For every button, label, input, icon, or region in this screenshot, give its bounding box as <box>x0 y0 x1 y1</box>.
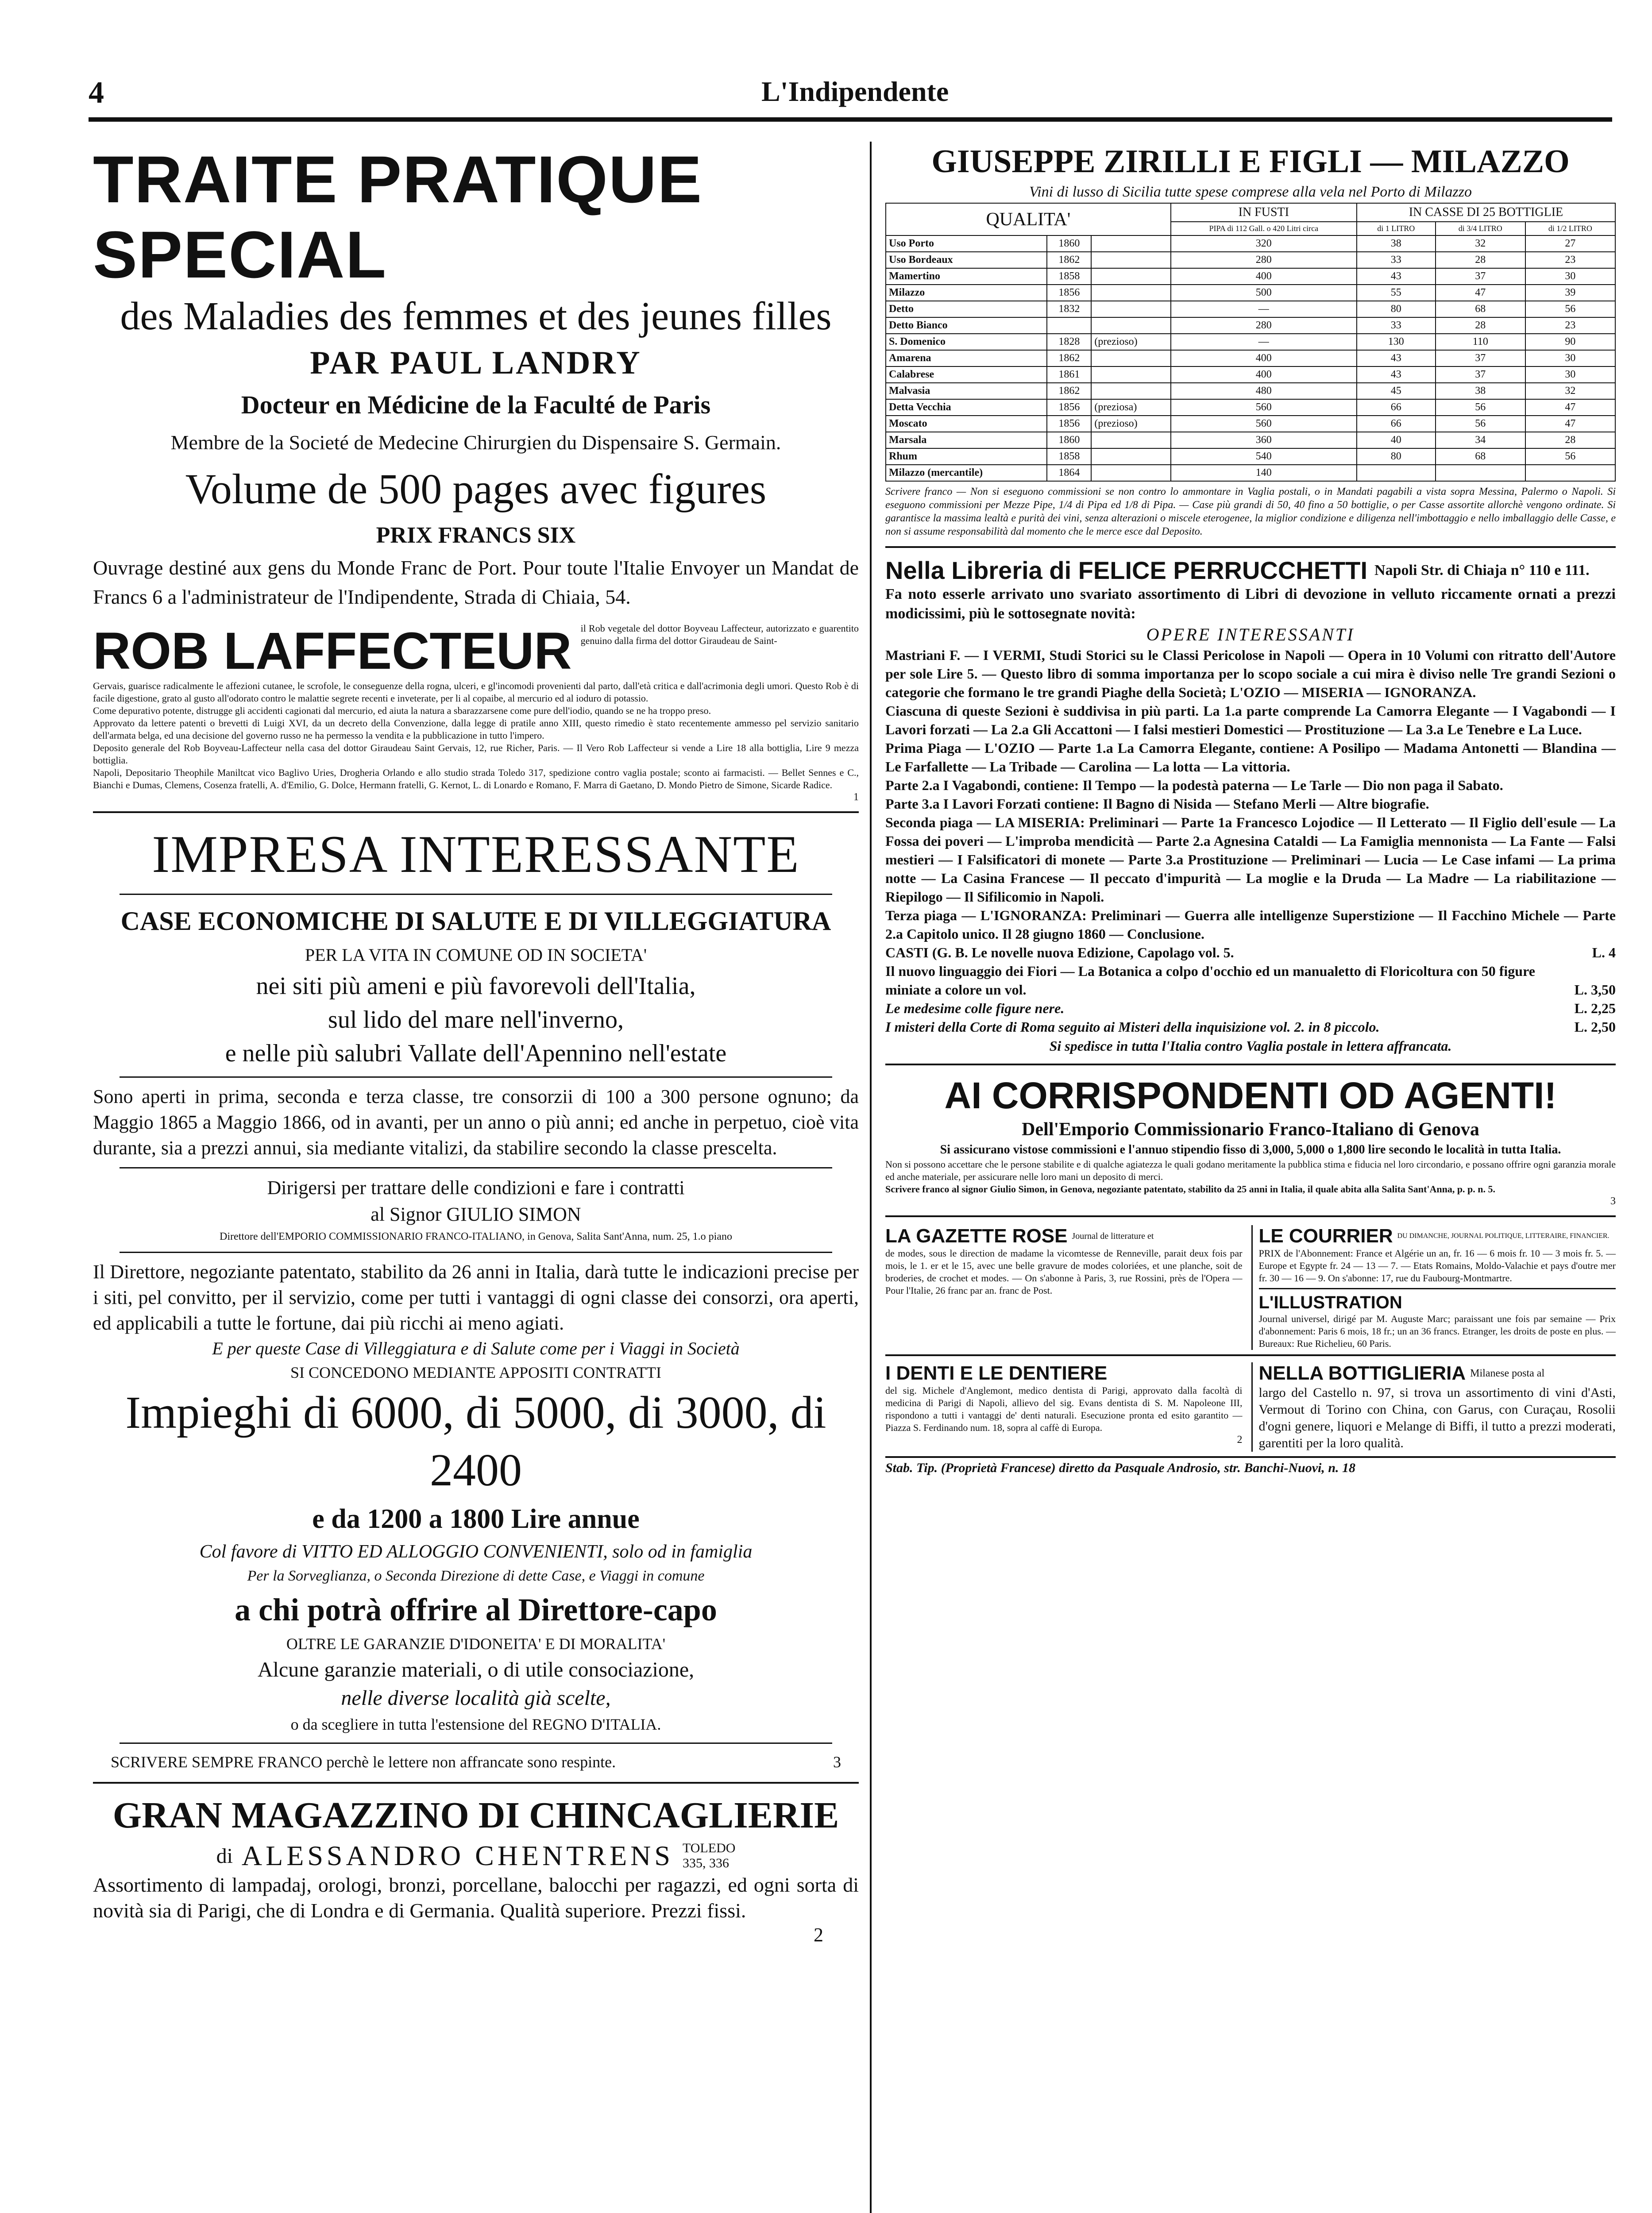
wine-name: Milazzo <box>886 285 1047 301</box>
libreria-item-price: L. 2,50 <box>1574 1019 1616 1035</box>
impresa-lire: e da 1200 a 1800 Lire annue <box>312 1504 640 1534</box>
wine-price-pipa: 400 <box>1171 268 1357 285</box>
impresa-rule <box>120 894 832 895</box>
wine-year: 1862 <box>1047 252 1091 268</box>
gazette-tag: Journal de litterature et <box>1072 1231 1154 1241</box>
courrier-header <box>1259 1225 1616 1247</box>
wine-note <box>1091 350 1170 366</box>
gran-heading: GRAN MAGAZZINO DI CHINCAGLIERIE <box>112 1795 839 1836</box>
libreria-para-3: Prima Piaga — L'OZIO — Parte 1.a La Camorra Elegante, contiene: A Posilipo — Madama Antonetti — Blandina — Le Farfallette — La Tribade — Carolina — La lotta — La vittoria. <box>885 740 1616 775</box>
libreria-item-misteri <box>885 1018 1616 1036</box>
gazette-heading: LA GAZETTE ROSE <box>885 1225 1068 1247</box>
wine-row <box>886 399 1615 416</box>
denti-body: del sig. Michele d'Anglemont, medico dentista di Parigi, approvato dalla facoltà di medicina di Parigi di Napoli, allievo del sig. Evans dentista di S. M. Napoleone III, rispondono a tutti i vantaggi de' denti naturali. Esecuzione pronta ed esito garantito — Piazza S. Ferdinando num. 18, sopra al caffè di Europa. <box>885 1385 1243 1433</box>
wine-price-pipa: 320 <box>1171 235 1357 252</box>
wine-row <box>886 350 1615 366</box>
section-rule <box>93 811 859 813</box>
bottiglieria-body: largo del Castello n. 97, si trova un assortimento di vini d'Asti, Vermout di Torino con China, con Garus, con Curaçau, Rosolii d'ogni genere, liquori e Melange di Biffi, il tutto a prezzi moderati, garentiti per la loro qualità. <box>1258 1385 1616 1450</box>
wine-price-pipa: 480 <box>1171 383 1357 399</box>
wine-price-3-4-litro: 110 <box>1436 334 1525 350</box>
left-column <box>93 142 859 1946</box>
traite-body: Ouvrage destiné aux gens du Monde Franc de Port. Pour toute l'Italie Envoyer un Mandat de Francs 6 a l'administrateur de l'Indipendente, Strada di Chiaia, 54. <box>93 556 859 608</box>
col-qualita: QUALITA' <box>886 203 1171 235</box>
wine-price-3-4-litro: 32 <box>1436 235 1525 252</box>
wine-price-1-litro: 45 <box>1357 383 1436 399</box>
right-column <box>885 142 1616 1476</box>
traite-heading: TRAITE PRATIQUE SPECIAL <box>93 142 703 292</box>
page-header <box>89 75 1612 124</box>
wine-price-1-litro: 33 <box>1357 317 1436 334</box>
wine-row <box>886 252 1615 268</box>
wine-price-1-2-litro: 39 <box>1525 285 1615 301</box>
wine-price-pipa: — <box>1171 334 1357 350</box>
courrier-heading: LE COURRIER <box>1258 1225 1393 1247</box>
impresa-sorveglianza: Per la Sorveglianza, o Seconda Direzione di dette Case, e Viaggi in comune <box>247 1568 705 1584</box>
courrier-body: PRIX de l'Abonnement: France et Algérie un an, fr. 16 — 6 mois fr. 10 — 3 mois fr. 5. — Europe et Egypte fr. 24 — 13 — 7. — Etats Romains, Moldo-Valachie et pays d'outre mer fr. 30 — 16 — 9. On s'abonne: 17, rue du Faubourg-Montmartre. <box>1258 1248 1616 1284</box>
col-1-2-litro: di 1/2 LITRO <box>1525 222 1615 235</box>
impresa-direttore: Direttore dell'EMPORIO COMMISSIONARIO FRANCO-ITALIANO, in Genova, Salita Sant'Anna, num. 25, 1.o piano <box>220 1231 732 1242</box>
wine-year <box>1047 317 1091 334</box>
wine-note <box>1091 285 1170 301</box>
gran-address <box>683 1841 735 1871</box>
page-number: 4 <box>89 76 104 110</box>
libreria-item-title: Le medesime colle figure nere. <box>885 1000 1065 1016</box>
wine-price-1-2-litro: 30 <box>1525 268 1615 285</box>
wine-name: Malvasia <box>886 383 1047 399</box>
impresa-nelle: nelle diverse località già scelte, <box>341 1686 611 1710</box>
wine-row <box>886 448 1615 465</box>
wine-price-1-litro: 66 <box>1357 416 1436 432</box>
wine-note <box>1091 448 1170 465</box>
illustration-body: Journal universel, dirigé par M. Auguste Marc; paraissant une fois par semaine — Prix d'abonnement: Paris 6 mois, 18 fr.; un an 36 francs. Etranger, les droits de poste en plus. — Bureaux: Rue Richelieu, 60 Paris. <box>1258 1313 1616 1349</box>
wine-note: (prezioso) <box>1091 416 1170 432</box>
wine-price-pipa: 360 <box>1171 432 1357 448</box>
gran-body: Assortimento di lampadaj, orologi, bronzi, porcellane, balocchi per ragazzi, ed ogni sorta di novità sia di Parigi, che di Londra e di Germania. Qualità superiore. Prezzi fissi. <box>93 1874 859 1922</box>
wine-row <box>886 317 1615 334</box>
impresa-rule <box>120 1167 832 1168</box>
rob-heading: ROB LAFFECTEUR <box>93 622 572 680</box>
wine-price-1-2-litro: 23 <box>1525 317 1615 334</box>
wine-year: 1860 <box>1047 235 1091 252</box>
rob-ref: 1 <box>853 791 859 803</box>
gran-ref: 2 <box>814 1924 823 1946</box>
wine-note <box>1091 465 1170 481</box>
wine-price-3-4-litro: 28 <box>1436 317 1525 334</box>
impresa-subheading: CASE ECONOMICHE DI SALUTE E DI VILLEGGIATURA <box>120 906 831 936</box>
libreria-heading: Nella Libreria di FELICE PERRUCCHETTI <box>885 556 1368 584</box>
wine-price-1-litro: 80 <box>1357 301 1436 317</box>
small-ads-row-2 <box>885 1354 1616 1452</box>
rob-body-1: Gervais, guarisce radicalmente le affezioni cutanee, le scrofole, le conseguenze della rogna, ulceri, e gl'incomodi provenienti dal parto, dall'età critica e dall'acrimonia degli umori. Questo Rob è di facile digestione, grato al gusto all'odorato contro le malattie segrete recenti e inveterate, per li al copaibe, al mercurio ed al ioduro di potassio. <box>93 680 859 704</box>
impresa-line-4: e nelle più salubri Vallate dell'Apennino nell'estate <box>225 1040 727 1067</box>
wine-price-3-4-litro: 68 <box>1436 448 1525 465</box>
impresa-alcune: Alcune garanzie materiali, o di utile consociazione, <box>257 1658 695 1681</box>
libreria-item-price: L. 2,25 <box>1574 1000 1616 1016</box>
gazette-header <box>885 1225 1243 1247</box>
gazette-ad <box>885 1225 1243 1350</box>
wine-note: (prezioso) <box>1091 334 1170 350</box>
wine-price-1-litro: 43 <box>1357 366 1436 383</box>
impresa-footer <box>93 1750 859 1774</box>
impresa-rule <box>120 1743 832 1744</box>
wine-price-3-4-litro: 28 <box>1436 252 1525 268</box>
wine-price-1-2-litro <box>1525 465 1615 481</box>
wine-name: Detta Vecchia <box>886 399 1047 416</box>
zirilli-ad <box>885 142 1616 538</box>
rob-body-4: Deposito generale del Rob Boyveau-Laffecteur nella casa del dottor Giraudeau Saint Gervais, 12, rue Richer, Paris. — Il Vero Rob Laffecteur si vende a Lire 18 alla bottiglia, Lire 9 mezza bottiglia. <box>93 742 859 766</box>
wine-name: Uso Porto <box>886 235 1047 252</box>
wine-name: S. Domenico <box>886 334 1047 350</box>
zirilli-subheading: Vini di lusso di Sicilia tutte spese comprese alla vela nel Porto di Milazzo <box>1029 184 1472 200</box>
footer-imprint: Stab. Tip. (Proprietà Francese) diretto da Pasquale Androsio, str. Banchi-Nuovi, n. 18 <box>885 1456 1616 1476</box>
libreria-para-5: Parte 3.a I Lavori Forzati contiene: Il Bagno di Nisida — Stefano Merli — Altre biografie. <box>885 796 1429 812</box>
small-ads-row-1 <box>885 1225 1616 1350</box>
libreria-item-casti <box>885 943 1616 962</box>
rob-body-2: Come depurativo potente, distrugge gli accidenti cagionati dal mercurio, ed aiuta la natura a sbarazzarsene come pure dell'iodio, quando se ne ha troppo preso. <box>93 705 711 716</box>
libreria-item-price: L. 3,50 <box>1574 982 1616 998</box>
impresa-favore: Col favore di VITTO ED ALLOGGIO CONVENIENTI, solo od in famiglia <box>199 1542 753 1562</box>
wine-price-1-2-litro: 56 <box>1525 448 1615 465</box>
wine-year: 1856 <box>1047 399 1091 416</box>
wine-price-table <box>885 203 1616 482</box>
impresa-para-1: Sono aperti in prima, seconda e terza classe, tre consorzii di 100 a 300 persone ognuno; da Maggio 1865 a Maggio 1866, od in avanti, per un anno o più anni; ed anche in perpetuo, cioè vita durante, sia a prezzi annui, sia mediante vitalizi, da stabilire secondo la classe prescelta. <box>93 1086 859 1159</box>
wine-price-3-4-litro: 47 <box>1436 285 1525 301</box>
libreria-para-1: Mastriani F. — I VERMI, Studi Storici su le Classi Pericolose in Napoli — Opera in 10 Volumi con ritratto dell'Autore per sole Lire 5. — Questo libro di somma importanza per lo scopo sociale a cui mira è diviso nelle Tre grandi Sezioni o categorie che formano le tre grandi Piaghe della Società; L'OZIO — MISERIA — IGNORANZA. <box>885 647 1616 700</box>
wine-price-3-4-litro: 37 <box>1436 366 1525 383</box>
courrier-tag: DU DIMANCHE, JOURNAL POLITIQUE, LITTERAIRE, FINANCIER. <box>1397 1232 1610 1240</box>
illustration-heading: L'ILLUSTRATION <box>1258 1293 1402 1312</box>
wine-price-1-2-litro: 56 <box>1525 301 1615 317</box>
corrispondenti-ref: 3 <box>1610 1195 1616 1207</box>
wine-name: Moscato <box>886 416 1047 432</box>
impresa-signor: al Signor GIULIO SIMON <box>371 1203 581 1225</box>
wine-price-3-4-litro <box>1436 465 1525 481</box>
bottiglieria-heading: NELLA BOTTIGLIERIA <box>1258 1362 1466 1384</box>
gran-addr-1: TOLEDO <box>682 1841 736 1855</box>
impresa-ad <box>93 821 859 1774</box>
wine-name: Detto Bianco <box>886 317 1047 334</box>
libreria-item-fiori <box>885 962 1616 999</box>
zirilli-heading: GIUSEPPE ZIRILLI E FIGLI — MILAZZO <box>931 143 1570 180</box>
impresa-heading: IMPRESA INTERESSANTE <box>152 825 800 883</box>
wine-price-1-2-litro: 23 <box>1525 252 1615 268</box>
gran-name: ALESSANDRO CHENTRENS <box>241 1840 674 1871</box>
impresa-para-4: SI CONCEDONO MEDIANTE APPOSITI CONTRATTI <box>290 1364 661 1381</box>
libreria-header <box>885 556 1616 585</box>
wine-row <box>886 383 1615 399</box>
gran-magazzino-ad <box>93 1792 859 1946</box>
libreria-para-6: Seconda piaga — LA MISERIA: Preliminari — Parte 1a Francesco Lojodice — Il Letterato — Il Figlio dell'esule — La Fossa dei poveri — L'improba mendicità — Parte 2.a Agnesina Cataldi — La Famiglia mennonista — La Fante — Falsi mestieri — I Falsificatori di monete — Parte 3.a Prostituzione — Preliminari — Lucia — Le Case infami — La prima notte — La Casina Francese — Il peccato d'impurità — La moglie e la Druda — La Madre — La riabilitazione — Riepilogo — Il Sifilicomio in Napoli. <box>885 814 1616 905</box>
wine-price-1-litro: 43 <box>1357 350 1436 366</box>
wine-price-1-litro: 130 <box>1357 334 1436 350</box>
header-rule <box>89 117 1612 122</box>
wine-price-pipa: 400 <box>1171 366 1357 383</box>
impresa-rule <box>120 1076 832 1078</box>
wine-year: 1862 <box>1047 383 1091 399</box>
wine-note <box>1091 383 1170 399</box>
wine-row <box>886 416 1615 432</box>
col-casse: IN CASSE DI 25 BOTTIGLIE <box>1357 203 1615 222</box>
libreria-item-title: CASTI (G. B. Le novelle nuova Edizione, Capolago vol. 5. <box>885 945 1234 960</box>
wine-price-1-litro: 40 <box>1357 432 1436 448</box>
wine-row <box>886 268 1615 285</box>
wine-price-1-litro <box>1357 465 1436 481</box>
zirilli-note: Scrivere franco — Non si eseguono commissioni se non contro lo ammontare in Vaglia postali, o in Mandati pagabili a vista sopra Messina, Palermo o Napoli. Si eseguono commissioni per Mezze Pipe, 1/4 di Pipa ed 1/8 di Pipa. — Case più grandi di 50, 40 fino a 50 bottiglie, o per Casse assortite allorchè vengono ordinate. Si garantisce la massima lealtà e purità dei vini, senza alterazioni o miscele eterogenee, la miglior condizione e diligenza nell'imbottaggio e nello imballaggio delle Casse, e non si assume responsabilità dal momento che le merce esce dal Deposito. <box>885 486 1616 537</box>
wine-price-1-2-litro: 28 <box>1525 432 1615 448</box>
rob-body-3: Approvato da lettere patenti o brevetti di Luigi XVI, da un decreto della Convenzione, dalla legge di pratile anno XIII, questo rimedio è stato recentemente ammesso pel servizio sanitario dell'armata belga, ed una decisione del governo russo ne ha permesso la vendita e la pubblicazione in tutto l'impero. <box>93 717 859 741</box>
wine-row <box>886 366 1615 383</box>
rob-intro: il Rob vegetale del dottor Boyveau Laffecteur, autorizzato e guarentito genuino dalla firma del dottor Giraudeau de Saint- <box>580 623 859 646</box>
wine-year: 1860 <box>1047 432 1091 448</box>
wine-price-pipa: 280 <box>1171 317 1357 334</box>
wine-price-pipa: 140 <box>1171 465 1357 481</box>
wine-price-1-2-litro: 32 <box>1525 383 1615 399</box>
wine-year: 1828 <box>1047 334 1091 350</box>
col-fusti: IN FUSTI <box>1171 203 1357 222</box>
wine-note <box>1091 235 1170 252</box>
wine-price-pipa: 400 <box>1171 350 1357 366</box>
denti-ad <box>885 1362 1243 1452</box>
traite-ad <box>93 142 859 612</box>
libreria-ad <box>885 556 1616 1056</box>
wine-price-1-2-litro: 47 <box>1525 399 1615 416</box>
gazette-body: de modes, sous le direction de madame la vicomtesse de Renneville, parait deux fois par mois, le 1. er et le 15, avec une belle gravure de modes coloriées, et une planche, soit de broderies, de crochet et modes. — On s'abonne à Paris, 3, rue Rossini, près de l'Opera — Pour l'Italie, 26 franc par an. franc de Post. <box>885 1248 1243 1296</box>
impresa-scrivere: SCRIVERE SEMPRE FRANCO perchè le lettere non affrancate sono respinte. <box>111 1753 616 1771</box>
wine-price-3-4-litro: 34 <box>1436 432 1525 448</box>
libreria-para-2: Ciascuna di queste Sezioni è suddivisa in più parti. La 1.a parte comprende La Camorra Elegante — I Vagabondi — I Lavori forzati — La 2.a Gli Accattoni — I falsi mestieri Domestici — Prostituzione — La 3.a Le Tenebre e La Luce. <box>885 703 1616 737</box>
wine-price-pipa: 560 <box>1171 399 1357 416</box>
wine-note <box>1091 366 1170 383</box>
section-rule <box>885 1215 1616 1217</box>
bottiglieria-ad <box>1251 1362 1616 1452</box>
wine-name: Milazzo (mercantile) <box>886 465 1047 481</box>
traite-author: PAR PAUL LANDRY <box>310 345 642 381</box>
col-pipa: PIPA di 112 Gall. o 420 Litri circa <box>1171 222 1357 235</box>
wine-price-3-4-litro: 37 <box>1436 268 1525 285</box>
wine-row <box>886 432 1615 448</box>
corrispondenti-ad <box>885 1073 1616 1207</box>
libreria-item-figure-nere <box>885 999 1616 1018</box>
gran-name-row <box>93 1839 859 1872</box>
wine-row <box>886 235 1615 252</box>
wine-row <box>886 285 1615 301</box>
wine-name: Rhum <box>886 448 1047 465</box>
wine-year: 1864 <box>1047 465 1091 481</box>
gran-di: di <box>216 1844 233 1868</box>
wine-price-pipa: — <box>1171 301 1357 317</box>
wine-note <box>1091 252 1170 268</box>
libreria-para-4: Parte 2.a I Vagabondi, contiene: Il Tempo — la podestà paterna — Le Tarle — Dio non paga il Sabato. <box>885 777 1503 793</box>
section-rule <box>885 1064 1616 1065</box>
impresa-dirigersi: Dirigersi per trattare delle condizioni e fare i contratti <box>267 1177 685 1199</box>
libreria-para-12: Si spedisce in tutta l'Italia contro Vaglia postale in lettera affrancata. <box>1049 1038 1452 1054</box>
wine-price-3-4-litro: 56 <box>1436 416 1525 432</box>
wine-year: 1858 <box>1047 268 1091 285</box>
impresa-line-2: nei siti più ameni e più favorevoli dell'Italia, <box>256 972 696 1000</box>
wine-price-1-litro: 33 <box>1357 252 1436 268</box>
rob-body-5: Napoli, Depositario Theophile Maniltcat vico Baglivo Uries, Drogheria Orlando e allo studio strada Toledo 317, spedizione contro vaglia postale; sconto ai farmacisti. — Bellet Sennes e C., Bianchi e Dumas, Clemens, Cosenza fratelli, A. d'Emilio, G. Dolce, Hermann fratelli, G. Kernot, L. di Lonardo e Romano, F. Marra di Gaetano, D. Mondo Pietro de Simone, Sicarde Radice. <box>93 767 859 790</box>
wine-name: Amarena <box>886 350 1047 366</box>
wine-price-1-2-litro: 90 <box>1525 334 1615 350</box>
traite-volume: Volume de 500 pages avec figures <box>185 465 767 513</box>
wine-name: Detto <box>886 301 1047 317</box>
wine-row <box>886 334 1615 350</box>
libreria-item-title: I misteri della Corte di Roma seguito ai Misteri della inquisizione vol. 2. in 8 piccolo. <box>885 1019 1380 1035</box>
impresa-ref: 3 <box>833 1753 841 1771</box>
impresa-scegliere: o da scegliere in tutta l'estensione del REGNO D'ITALIA. <box>290 1716 661 1733</box>
wine-price-1-litro: 38 <box>1357 235 1436 252</box>
impresa-line-3: sul lido del mare nell'inverno, <box>328 1006 624 1033</box>
wine-row <box>886 465 1615 481</box>
wine-name: Mamertino <box>886 268 1047 285</box>
col-1-litro: di 1 LITRO <box>1357 222 1436 235</box>
wine-note <box>1091 301 1170 317</box>
traite-credential-2: Membre de la Societé de Medecine Chirurgien du Dispensaire S. Germain. <box>170 431 781 454</box>
rob-header <box>93 622 859 680</box>
wine-year: 1856 <box>1047 285 1091 301</box>
wine-year: 1858 <box>1047 448 1091 465</box>
column-divider <box>870 142 872 2213</box>
illustration-ad <box>1259 1288 1616 1350</box>
wine-note <box>1091 268 1170 285</box>
impresa-para-2: Il Direttore, negoziante patentato, stabilito da 26 anni in Italia, darà tutte le indicazioni precise per i siti, pel convitto, per il servizio, come per tutti i vantaggi di ogni classe dei consorzi, ora aperti, ed applicabili a tutte le fortune, dai più ricchi ai meno agiati. <box>93 1261 859 1334</box>
bottiglieria-header <box>1259 1362 1616 1384</box>
wine-price-3-4-litro: 38 <box>1436 383 1525 399</box>
corrispondenti-body: Non si possono accettare che le persone stabilite e di qualche agiatezza le quali godano meritamente la pubblica stima e fiducia nel loro circondario, e possano offrire ogni garanzia morale ed anche materiale, per assicurare nelle loro mani un deposito di merci. <box>885 1159 1616 1182</box>
wine-note: (preziosa) <box>1091 399 1170 416</box>
col-3-4-litro: di 3/4 LITRO <box>1436 222 1525 235</box>
libreria-opere: OPERE INTERESSANTI <box>1146 625 1355 644</box>
traite-price: PRIX FRANCS SIX <box>376 523 576 548</box>
wine-year: 1856 <box>1047 416 1091 432</box>
wine-year: 1861 <box>1047 366 1091 383</box>
impresa-para-3: E per queste Case di Villeggiatura e di Salute come per i Viaggi in Società <box>212 1338 740 1358</box>
wine-price-1-litro: 80 <box>1357 448 1436 465</box>
wine-price-pipa: 280 <box>1171 252 1357 268</box>
wine-price-1-2-litro: 30 <box>1525 366 1615 383</box>
wine-price-1-2-litro: 27 <box>1525 235 1615 252</box>
corrispondenti-subheading: Dell'Emporio Commissionario Franco-Italiano di Genova <box>1022 1119 1479 1140</box>
wine-note <box>1091 432 1170 448</box>
wine-price-pipa: 560 <box>1171 416 1357 432</box>
libreria-para-7: Terza piaga — L'IGNORANZA: Preliminari — Guerra alle intelligenze Superstizione — Il Facchino Michele — Parte 2.a Capitolo unico. Il 28 giugno 1860 — Conclusione. <box>885 907 1616 942</box>
wine-price-1-2-litro: 47 <box>1525 416 1615 432</box>
wine-price-1-litro: 43 <box>1357 268 1436 285</box>
libreria-address: Napoli Str. di Chiaja n° 110 e 111. <box>1374 562 1590 578</box>
wine-name: Uso Bordeaux <box>886 252 1047 268</box>
wine-row <box>886 301 1615 317</box>
section-rule <box>885 546 1616 548</box>
libreria-intro: Fa noto esserle arrivato uno svariato assortimento di Libri di devozione in velluto riccamente ornati a prezzi modicissimi, più le sottosegnate novità: <box>885 586 1616 622</box>
wine-price-1-2-litro: 30 <box>1525 350 1615 366</box>
wine-note <box>1091 317 1170 334</box>
wine-price-pipa: 540 <box>1171 448 1357 465</box>
wine-price-3-4-litro: 37 <box>1436 350 1525 366</box>
libreria-item-price: L. 4 <box>1592 945 1616 960</box>
wine-table-body <box>886 235 1615 481</box>
wine-price-3-4-litro: 56 <box>1436 399 1525 416</box>
wine-price-1-litro: 66 <box>1357 399 1436 416</box>
wine-price-pipa: 500 <box>1171 285 1357 301</box>
corrispondenti-line: Si assicurano vistose commissioni e l'annuo stipendio fisso di 3,000, 5,000 o 1,800 lire secondo le località in tutta Italia. <box>940 1143 1561 1157</box>
wine-name: Marsala <box>886 432 1047 448</box>
corrispondenti-heading: AI CORRISPONDENTI OD AGENTI! <box>944 1075 1557 1116</box>
impresa-oltre: OLTRE LE GARANZIE D'IDONEITA' E DI MORALITA' <box>286 1635 666 1653</box>
impresa-impieghi: Impieghi di 6000, di 5000, di 3000, di 2400 <box>125 1387 826 1496</box>
wine-price-1-litro: 55 <box>1357 285 1436 301</box>
corrispondenti-scrivere: Scrivere franco al signor Giulio Simon, in Genova, negoziante patentato, stabilito da 25 anni in Italia, il quale abita alla Salita Sant'Anna, p. p. n. 5. <box>885 1184 1496 1195</box>
impresa-rule <box>120 1252 832 1253</box>
traite-subtitle: des Maladies des femmes et des jeunes filles <box>120 294 832 338</box>
wine-year: 1832 <box>1047 301 1091 317</box>
newspaper-title: L'Indipendente <box>761 76 949 107</box>
libreria-item-title: Il nuovo linguaggio dei Fiori — La Botanica a colpo d'occhio ed un manualetto di Floricoltura con 50 figure miniate a colore un vol. <box>885 963 1535 998</box>
bottiglieria-tag: Milanese posta al <box>1470 1367 1545 1379</box>
denti-heading: I DENTI E LE DENTIERE <box>885 1362 1108 1384</box>
traite-credential-1: Docteur en Médicine de la Faculté de Paris <box>241 390 711 419</box>
impresa-chi: a chi potrà offrire al Direttore-capo <box>235 1592 717 1627</box>
impresa-line-1: PER LA VITA IN COMUNE OD IN SOCIETA' <box>305 945 647 965</box>
wine-price-3-4-litro: 68 <box>1436 301 1525 317</box>
section-rule <box>93 1782 859 1784</box>
gran-addr-2: 335, 336 <box>682 1856 729 1870</box>
wine-year: 1862 <box>1047 350 1091 366</box>
denti-ref: 2 <box>1237 1434 1243 1446</box>
courrier-ad <box>1251 1225 1616 1350</box>
wine-name: Calabrese <box>886 366 1047 383</box>
